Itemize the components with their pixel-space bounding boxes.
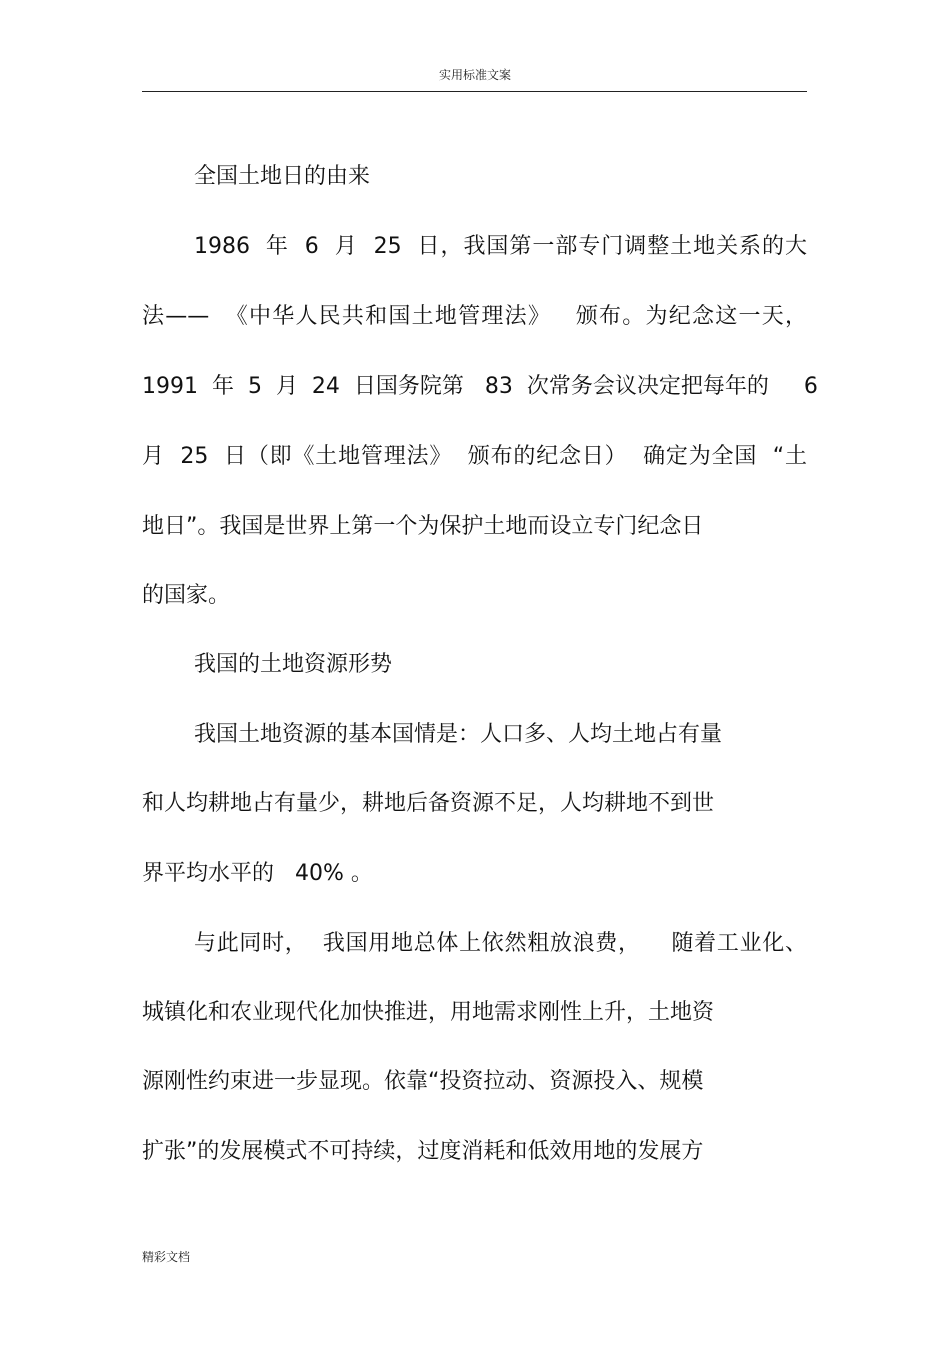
paragraph-line: 扩张”的发展模式不可持续，过度消耗和低效用地的发展方 xyxy=(142,1139,704,1164)
page-footer-label: 精彩文档 xyxy=(142,1250,191,1264)
paragraph-line: 1986 年 6 月 25 日，我国第一部专门调整土地关系的大 xyxy=(194,234,807,259)
page-header-title: 实用标准文案 xyxy=(438,68,511,82)
paragraph-line: 1991 年 5 月 24 日国务院第 83 次常务会议决定把每年的 6 xyxy=(142,374,818,399)
paragraph-line: 城镇化和农业现代化加快推进，用地需求刚性上升，土地资 xyxy=(142,1000,715,1025)
paragraph-line: 地日”。我国是世界上第一个为保护土地而设立专门纪念日 xyxy=(142,514,704,539)
paragraph-line: 法—— 《中华人民共和国土地管理法》 颁布。为纪念这一天， xyxy=(142,304,807,329)
paragraph-line: 界平均水平的 40% 。 xyxy=(142,861,373,886)
paragraph-line: 源刚性约束进一步显现。依靠“投资拉动、资源投入、规模 xyxy=(142,1069,704,1094)
paragraph-line: 的国家。 xyxy=(142,583,231,608)
paragraph-line: 我国土地资源的基本国情是：人口多、人均土地占有量 xyxy=(194,722,723,747)
paragraph-line: 月 25 日（即《土地管理法》 颁布的纪念日） 确定为全国 “土 xyxy=(142,444,807,469)
header-divider xyxy=(142,91,807,92)
section-heading-land-day-origin: 全国土地日的由来 xyxy=(194,164,371,189)
paragraph-line: 和人均耕地占有量少，耕地后备资源不足，人均耕地不到世 xyxy=(142,791,715,816)
section-heading-land-resources: 我国的土地资源形势 xyxy=(194,652,393,677)
paragraph-line: 与此同时， 我国用地总体上依然粗放浪费， 随着工业化、 xyxy=(194,931,807,956)
